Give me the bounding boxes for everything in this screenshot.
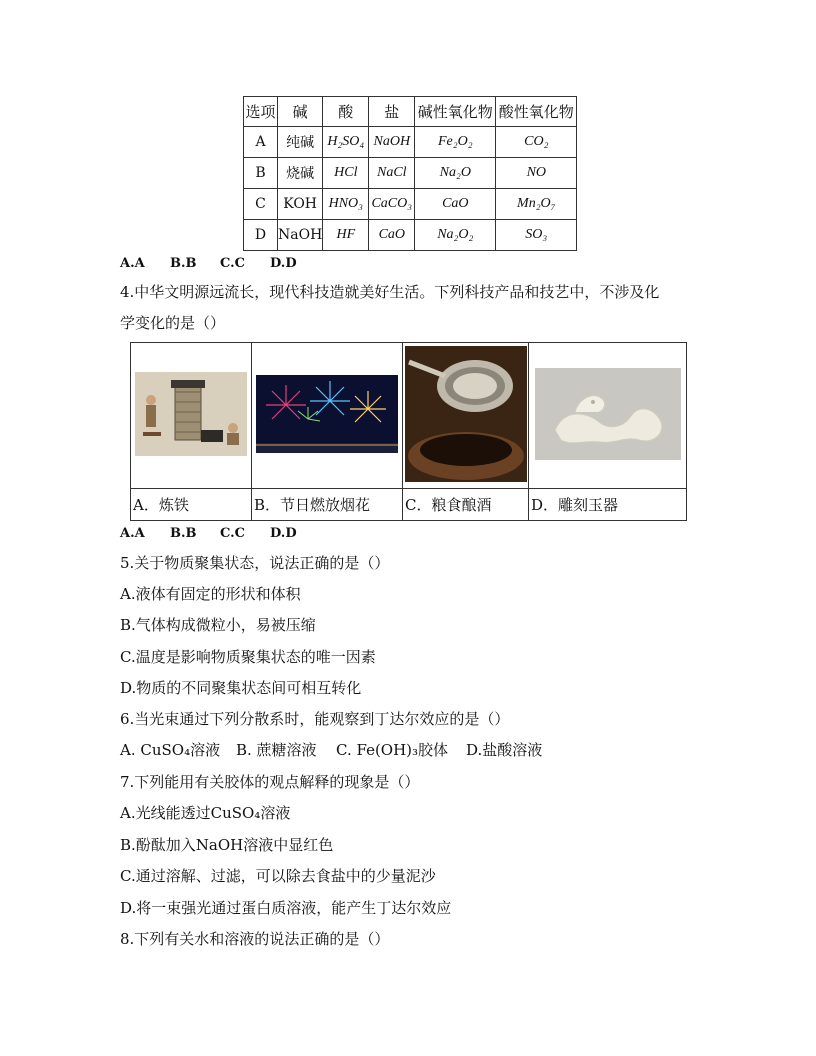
answer-choices-q3	[120, 256, 320, 271]
choice-c[interactable]: C.C	[220, 526, 245, 541]
cell-acid: HCl	[323, 158, 369, 189]
fireworks-image	[256, 375, 398, 453]
cell-acidic-oxide: SO₃	[496, 220, 577, 251]
image-cell-wine-brewing	[403, 343, 529, 489]
header-acid: 酸	[323, 97, 369, 127]
cell-acid: H₂SO₄	[323, 127, 369, 158]
choice-d[interactable]: D.D	[270, 256, 297, 271]
q5-option-d[interactable]: D.物质的不同聚集状态间可相互转化	[120, 679, 362, 697]
caption-fireworks: B．节日燃放烟花	[252, 489, 403, 521]
table-row	[244, 220, 577, 251]
q7-option-a[interactable]: A.光线能透过CuSO₄溶液	[120, 804, 291, 822]
header-option: 选项	[244, 97, 278, 127]
answer-choices-q4	[120, 526, 320, 541]
cell-option: C	[244, 189, 278, 220]
image-cell-iron-smelting	[131, 343, 252, 489]
cell-acidic-oxide: NO	[496, 158, 577, 189]
cell-basic-oxide: Fe₂O₂	[415, 127, 496, 158]
cell-basic-oxide: CaO	[415, 189, 496, 220]
q7-option-b[interactable]: B.酚酞加入NaOH溶液中显红色	[120, 836, 334, 854]
q6-stem: 6.当光束通过下列分散系时，能观察到丁达尔效应的是（）	[120, 710, 510, 728]
q4-image-table	[130, 342, 687, 521]
choice-a[interactable]: A.A	[120, 256, 145, 271]
caption-iron-smelting: A．炼铁	[131, 489, 252, 521]
cell-salt: CaCO₃	[369, 189, 415, 220]
image-cell-jade-carving	[529, 343, 687, 489]
header-base: 碱	[278, 97, 323, 127]
q7-option-d[interactable]: D.将一束强光通过蛋白质溶液，能产生丁达尔效应	[120, 899, 452, 917]
q6-option-c[interactable]: C. Fe(OH)₃胶体	[336, 741, 449, 759]
cell-basic-oxide: Na₂O	[415, 158, 496, 189]
table-header-row	[244, 97, 577, 127]
cell-acidic-oxide: Mn₂O₇	[496, 189, 577, 220]
q5-option-c[interactable]: C.温度是影响物质聚集状态的唯一因素	[120, 648, 376, 666]
iron-smelting-image	[135, 372, 247, 456]
q7-stem: 7.下列能用有关胶体的观点解释的现象是（）	[120, 773, 420, 791]
choice-b[interactable]: B.B	[170, 526, 197, 541]
cell-base: 纯碱	[278, 127, 323, 158]
cell-base: 烧碱	[278, 158, 323, 189]
cell-option: D	[244, 220, 278, 251]
header-salt: 盐	[369, 97, 415, 127]
jade-carving-image	[535, 368, 681, 460]
caption-wine-brewing: C．粮食酿酒	[403, 489, 529, 521]
cell-acidic-oxide: CO₂	[496, 127, 577, 158]
q5-stem: 5.关于物质聚集状态，说法正确的是（）	[120, 554, 390, 572]
q4-stem-line2: 学变化的是（）	[120, 314, 226, 332]
cell-acid: HNO₃	[323, 189, 369, 220]
table-row	[244, 158, 577, 189]
cell-acid: HF	[323, 220, 369, 251]
cell-base: KOH	[278, 189, 323, 220]
q5-option-a[interactable]: A.液体有固定的形状和体积	[120, 585, 301, 603]
header-basic-oxide: 碱性氧化物	[415, 97, 496, 127]
q6-option-a[interactable]: A. CuSO₄溶液	[120, 741, 221, 759]
cell-basic-oxide: Na₂O₂	[415, 220, 496, 251]
q6-option-d[interactable]: D.盐酸溶液	[466, 741, 543, 759]
cell-base: NaOH	[278, 220, 323, 251]
cell-option: B	[244, 158, 278, 189]
cell-salt: CaO	[369, 220, 415, 251]
q5-option-b[interactable]: B.气体构成微粒小，易被压缩	[120, 616, 316, 634]
q6-option-b[interactable]: B. 蔗糖溶液	[236, 741, 317, 759]
classification-table	[243, 96, 577, 251]
caption-jade-carving: D．雕刻玉器	[529, 489, 687, 521]
choice-a[interactable]: A.A	[120, 526, 145, 541]
table-row	[244, 189, 577, 220]
header-acidic-oxide: 酸性氧化物	[496, 97, 577, 127]
choice-d[interactable]: D.D	[270, 526, 297, 541]
cell-salt: NaOH	[369, 127, 415, 158]
q6-options	[120, 739, 556, 760]
image-cell-fireworks	[252, 343, 403, 489]
q4-stem-line1: 4.中华文明源远流长，现代科技造就美好生活。下列科技产品和技艺中，不涉及化	[120, 283, 660, 301]
q8-stem: 8.下列有关水和溶液的说法正确的是（）	[120, 930, 390, 948]
choice-b[interactable]: B.B	[170, 256, 197, 271]
choice-c[interactable]: C.C	[220, 256, 245, 271]
cell-option: A	[244, 127, 278, 158]
wine-brewing-image	[405, 346, 527, 482]
q7-option-c[interactable]: C.通过溶解、过滤，可以除去食盐中的少量泥沙	[120, 867, 436, 885]
cell-salt: NaCl	[369, 158, 415, 189]
table-row	[244, 127, 577, 158]
